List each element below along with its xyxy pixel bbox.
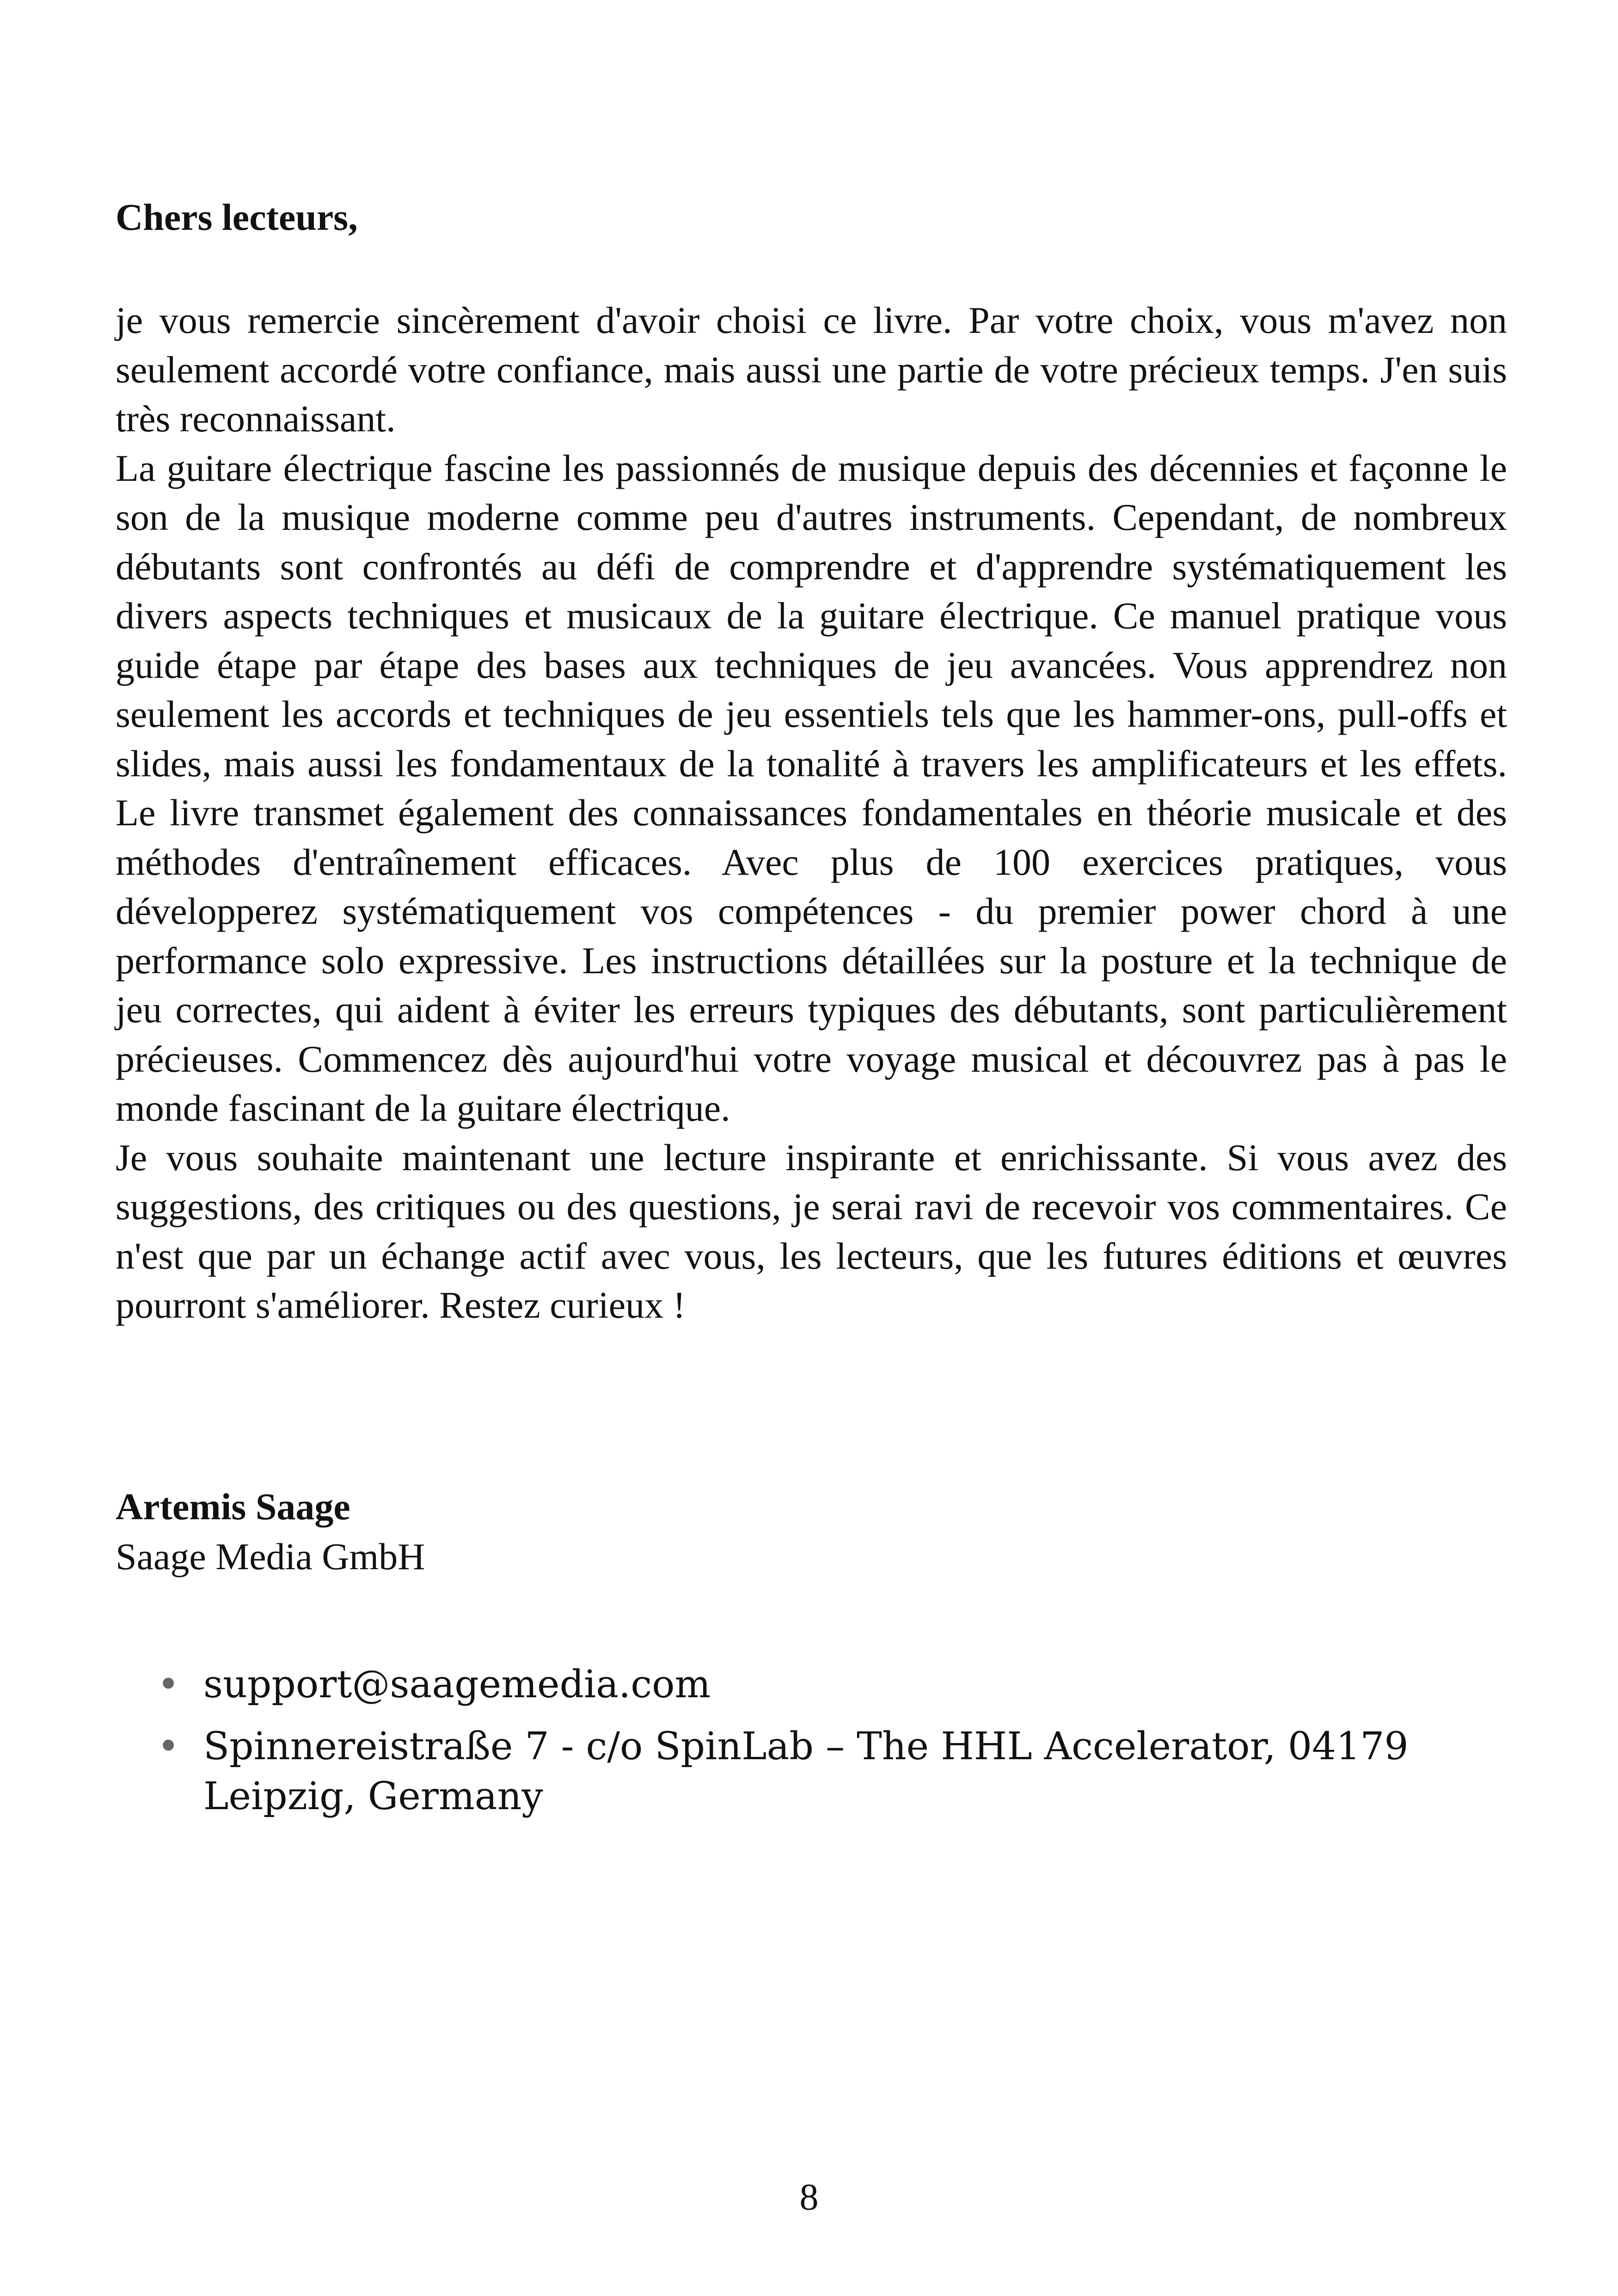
contact-list — [157, 1660, 1526, 1834]
company-name: Saage Media GmbH — [116, 1535, 425, 1578]
page-number: 8 — [799, 2176, 819, 2218]
letter-paragraph: La guitare électrique fascine les passionnés de musique depuis des décennies et façonne le son de la musique moderne comme peu d'autres instruments. Cependant, de nombreux débutants sont confrontés au défi de comprendre et d'apprendre systématiquement les divers aspects techniques et musicaux de la guitare électrique. Ce manuel pratique vous guide étape par étape des bases aux techniques de jeu avancées. Vous apprendrez non seulement les accords et techniques de jeu essentiels tels que les hammer-ons, pull-offs et slides, mais aussi les fondamentaux de la tonalité à travers les amplificateurs et les effets. Le livre transmet également des connaissances fondamentales en théorie musicale et des méthodes d'entraînement efficaces. Avec plus de 100 exercices pratiques, vous développerez systématiquement vos compétences - du premier power chord à une performance solo expressive. Les instructions détaillées sur la posture et la technique de jeu correctes, qui aident à éviter les erreurs typiques des débutants, sont particulièrement précieuses. Commencez dès aujourd'hui votre voyage musical et découvrez pas à pas le monde fascinant de la guitare électrique. — [116, 447, 1507, 1129]
signature-block — [116, 1482, 425, 1582]
contact-item-email — [157, 1660, 1526, 1710]
contact-address: Spinnereistraße 7 - c/o SpinLab – The HHL Accelerator, 04179 Leipzig, Germany — [203, 1725, 1409, 1818]
contact-item-address — [157, 1722, 1526, 1822]
letter-paragraph: Je vous souhaite maintenant une lecture inspirante et enrichissante. Si vous avez des suggestions, des critiques ou des questions, je serai ravi de recevoir vos commentaires. Ce n'est que par un échange actif avec vous, les lecteurs, que les futures éditions et œuvres pourront s'améliorer. Restez curieux ! — [116, 1136, 1507, 1326]
letter-body — [116, 296, 1507, 1330]
letter-paragraph: je vous remercie sincèrement d'avoir choisi ce livre. Par votre choix, vous m'avez non seulement accordé votre confiance, mais aussi une partie de votre précieux temps. J'en suis très reconnaissant. — [116, 299, 1507, 440]
author-name: Artemis Saage — [116, 1486, 350, 1528]
bullet-icon: • — [157, 1725, 180, 1768]
bullet-icon: • — [157, 1663, 180, 1707]
contact-email: support@saagemedia.com — [203, 1663, 711, 1707]
letter-greeting: Chers lecteurs, — [116, 196, 358, 238]
